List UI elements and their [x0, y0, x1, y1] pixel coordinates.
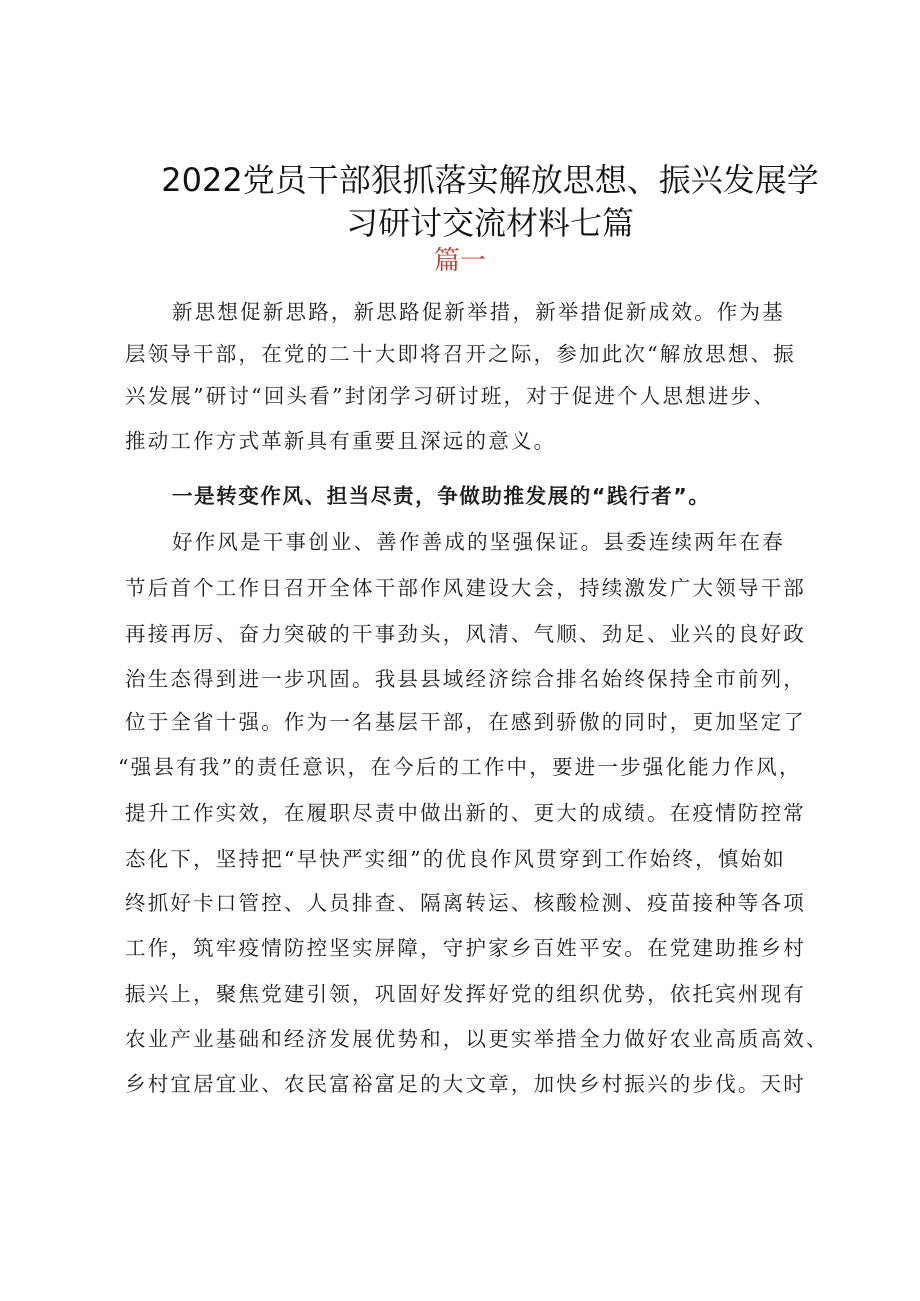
paragraph-line: 态化下，坚持把“早快严实细”的优良作风贯穿到工作始终，慎始如: [125, 847, 786, 871]
paragraph-line: 兴发展”研讨“回头看”封闭学习研讨班，对于促进个人思想进步、: [125, 384, 776, 408]
paragraph-line: 新思想促新思路，新思路促新举措，新举措促新成效。作为基: [172, 300, 785, 324]
paragraph-line: 推动工作方式革新具有重要且深远的意义。: [125, 429, 557, 453]
section-heading: 篇一: [433, 246, 486, 276]
paragraph-line: 终抓好卡口管控、人员排查、隔离转运、核酸检测、疫苗接种等各项: [125, 891, 806, 915]
paragraph-line: 再接再厉、奋力突破的干事劲头，风清、气顺、劲足、业兴的良好政: [125, 622, 806, 646]
paragraph-line: 节后首个工作日召开全体干部作风建设大会，持续激发广大领导干部: [125, 576, 806, 600]
subheading-line: 一是转变作风、担当尽责，争做助推发展的“践行者”。: [172, 484, 711, 508]
paragraph-line: 工作，筑牢疫情防控坚实屏障，守护家乡百姓平安。在党建助推乡村: [125, 936, 806, 960]
paragraph-line: “强县有我”的责任意识，在今后的工作中，要进一步强化能力作风，: [118, 755, 802, 779]
paragraph-line: 农业产业基础和经济发展优势和，以更实举措全力做好农业高质高效、: [125, 1027, 829, 1051]
document-title-line-1: 2022党员干部狠抓落实解放思想、振兴发展学: [161, 161, 819, 199]
document-title-line-2: 习研讨交流材料七篇: [345, 204, 634, 242]
paragraph-line: 位于全省十强。作为一名基层干部，在感到骄傲的同时，更加坚定了: [125, 710, 806, 734]
paragraph-line: 提升工作实效，在履职尽责中做出新的、更大的成绩。在疫情防控常: [125, 801, 806, 825]
paragraph-line: 振兴上，聚焦党建引领，巩固好发挥好党的组织优势，依托宾州现有: [125, 982, 806, 1006]
paragraph-line: 治生态得到进一步巩固。我县县域经济综合排名始终保持全市前列，: [125, 667, 806, 691]
paragraph-line: 好作风是干事创业、善作善成的坚强保证。县委连续两年在春: [172, 530, 785, 554]
paragraph-line: 乡村宜居宜业、农民富裕富足的大文章，加快乡村振兴的步伐。天时: [125, 1072, 806, 1096]
paragraph-line: 层领导干部，在党的二十大即将召开之际，参加此次“解放思想、振: [125, 342, 796, 366]
